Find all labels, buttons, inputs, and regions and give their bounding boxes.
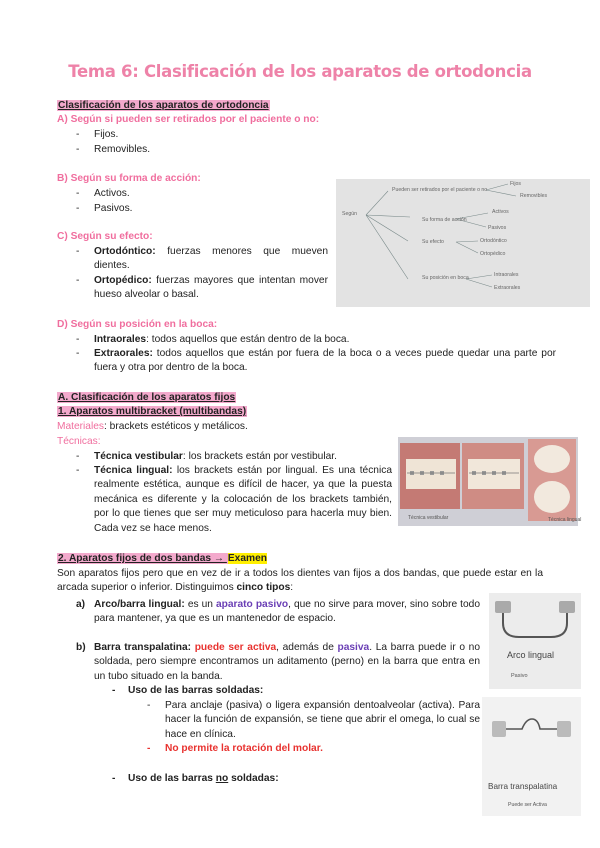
section-heading-classification: Clasificación de los aparatos de ortodoncia [58,100,269,111]
list-item: - Activos. [76,188,130,199]
subheading-d: D) Según su posición en la boca: [57,319,218,330]
subsection-heading-multibracket: 1. Aparatos multibracket (multibandas) [58,406,247,417]
barra-transpalatina-wire [482,697,581,816]
tecnicas-label: Técnicas: [57,436,101,447]
list-item: - Removibles. [76,144,151,155]
list-item-no-rotation: - No permite la rotación del molar. [147,743,323,754]
subheading-c: C) Según su efecto: [57,231,153,242]
teeth-illustration [398,437,578,526]
list-item: - Pasivos. [76,203,133,214]
list-item-arco-lingual: a) Arco/barra lingual: es un aparato pasivo, que no sirve para mover, sino sobre todo para mantener, ya que es un mantenedor de espacio. [76,599,480,625]
diagram-lines [336,179,590,307]
arco-lingual-wire [489,593,581,689]
list-item: - Técnica lingual: los brackets están por lingual. Es una técnica realmente estética, aunque es difícil de hacer, ya que la puesta mecánica es diferente y la colocación de los brackets también, por lo que tienes que ser muy meticuloso para hacerla muy bien. Cada vez se hace menos. [76,465,392,534]
section-heading-fixed: A. Clasificación de los aparatos fijos [58,392,236,403]
page-title: Tema 6: Clasificación de los aparatos de ortodoncia [68,62,532,81]
brackets-photo: Técnica vestibular Técnica lingual [398,437,578,526]
subheading-b: B) Según su forma de acción: [57,173,201,184]
list-item: - Extraorales: todos aquellos que están por fuera de la boca o a veces puede quedar una parte por fuera y otra por dentro de la boca. [76,348,556,374]
materiales-line: Materiales: brackets estéticos y metálicos. [57,421,248,432]
list-item: - Ortodóntico: fuerzas menores que mueven dientes. [76,246,328,272]
classification-diagram-image: Según Pueden ser retirados por el paciente o no Su forma de acción Su efecto Su posición en boca Fijos Removibles Activos Pasivos Ortodóntico Ortopédico Intraorales Extraorales [336,179,590,307]
list-item-barra-transpalatina: b) Barra transpalatina: puede ser activa, además de pasiva. La barra puede ir o no soldada, pero siempre encontramos un aditamento (perno) en la barra que entra en un tubo situado en la banda. [76,642,480,682]
list-item: - Para anclaje (pasiva) o ligera expansión dentoalveolar (activa). Para hacer la función de expansión, se tiene que abrir el omega, lo cual se hace en clínica. [147,700,480,740]
arco-lingual-image: Arco lingual Pasivo [489,593,581,689]
subheading-a: A) Según si pueden ser retirados por el paciente o no: [57,114,320,125]
list-item: - Intraorales: todos aquellos que están dentro de la boca. [76,334,350,345]
uso-soldadas-heading: - Uso de las barras soldadas: [112,685,264,696]
list-item: - Fijos. [76,129,119,140]
barra-transpalatina-image: Barra transpalatina Puede ser Activa [482,697,581,816]
list-item: - Ortopédico: fuerzas mayores que intentan mover hueso alveolar o basal. [76,275,328,301]
two-bands-intro: Son aparatos fijos pero que en vez de ir a todos los dientes van fijos a dos bandas, que puede estar en la arcada superior o inferior. Distinguimos cinco tipos: [57,568,543,594]
uso-no-soldadas-heading: - Uso de las barras no soldadas: [112,773,279,784]
list-item: - Técnica vestibular: los brackets están por vestibular. [76,451,337,462]
subsection-heading-two-bands: 2. Aparatos fijos de dos bandas → Examen [58,553,267,564]
